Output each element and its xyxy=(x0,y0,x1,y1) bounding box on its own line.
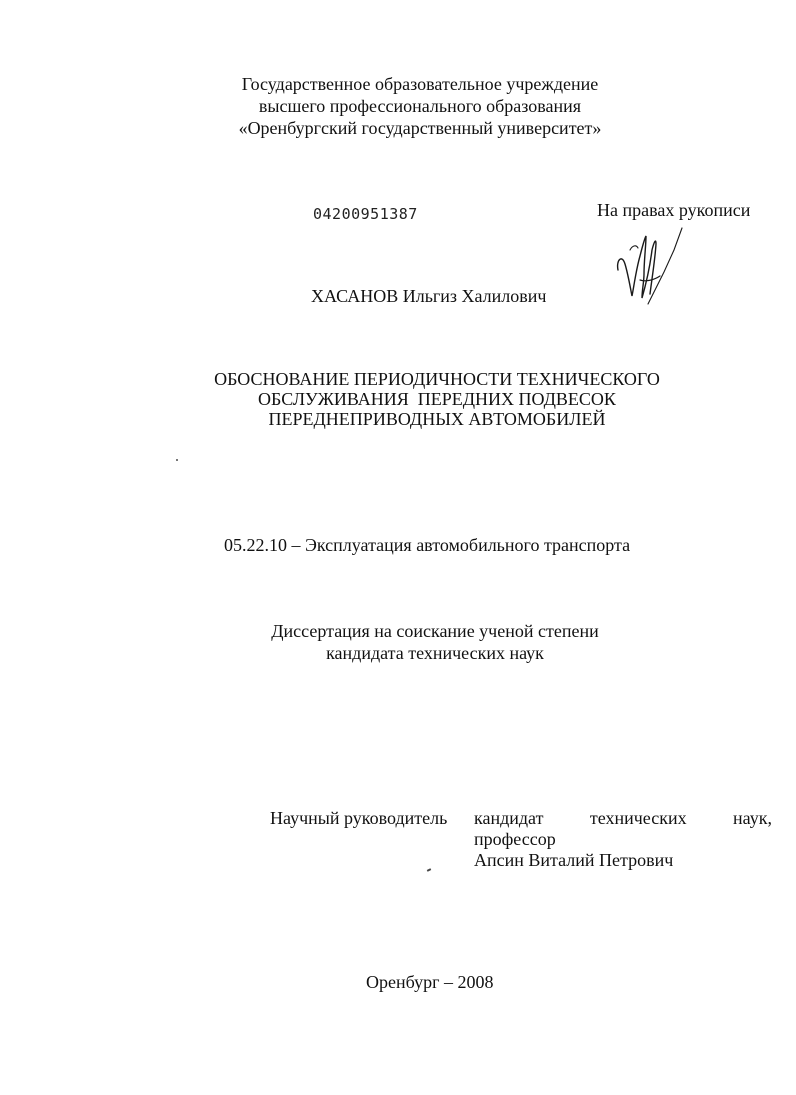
author-name: ХАСАНОВ Ильгиз Халилович xyxy=(311,286,547,306)
institution-line-1: Государственное образовательное учреждение xyxy=(241,74,599,94)
scan-speck xyxy=(176,459,178,461)
supervisor-degree-word-1: кандидат xyxy=(474,808,544,828)
supervisor-name: Апсин Виталий Петрович xyxy=(474,850,674,870)
document-number: 04200951387 xyxy=(313,205,418,223)
dissertation-title xyxy=(0,369,796,429)
supervisor-rank: профессор xyxy=(474,829,556,849)
handwritten-signature xyxy=(612,220,692,310)
title-line-3: ПЕРЕДНЕПРИВОДНЫХ АВТОМОБИЛЕЙ xyxy=(268,409,606,429)
city-year: Оренбург – 2008 xyxy=(366,972,494,992)
degree-statement xyxy=(0,620,796,664)
supervisor-degree-word-2: технических xyxy=(589,808,687,828)
rights-note: На правах рукописи xyxy=(597,200,751,220)
supervisor-degree-row xyxy=(474,808,772,829)
institution-line-3: «Оренбургский государственный университет» xyxy=(238,118,602,138)
scan-mark xyxy=(427,868,431,872)
institution-line-2: высшего профессионального образования xyxy=(258,96,582,116)
institution-header xyxy=(0,73,796,139)
supervisor-label: Научный руководитель xyxy=(270,808,448,828)
supervisor-details xyxy=(474,808,772,871)
supervisor-degree-word-3: наук, xyxy=(733,808,772,828)
degree-line-2: кандидата технических наук xyxy=(326,643,544,663)
title-line-2: ОБСЛУЖИВАНИЯ ПЕРЕДНИХ ПОДВЕСОК xyxy=(258,389,616,409)
specialty-code: 05.22.10 – Эксплуатация автомобильного транспорта xyxy=(224,535,631,555)
degree-line-1: Диссертация на соискание ученой степени xyxy=(271,621,599,641)
title-line-1: ОБОСНОВАНИЕ ПЕРИОДИЧНОСТИ ТЕХНИЧЕСКОГО xyxy=(214,369,660,389)
